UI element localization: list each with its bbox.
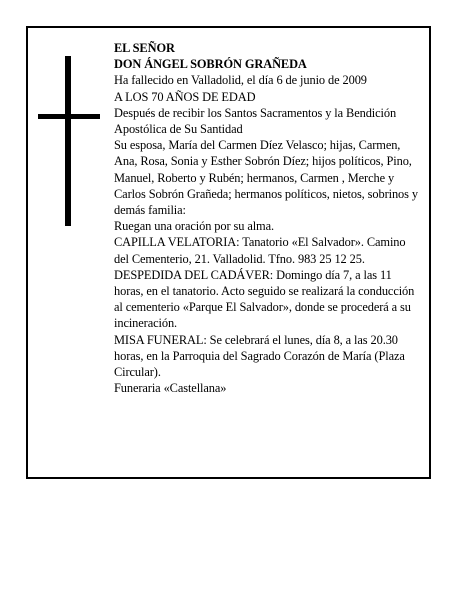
chapel-info: CAPILLA VELATORIA: Tanatorio «El Salvador». Camino del Cementerio, 21. Valladolid. Tfno. 983 25 12 25.: [114, 235, 406, 266]
death-statement: Ha fallecido en Valladolid, el día 6 de junio de 2009: [114, 73, 367, 88]
funeral-home: Funeraria «Castellana»: [114, 381, 227, 396]
prayer-request: Ruegan una oración por su alma.: [114, 219, 274, 234]
deceased-name: DON ÁNGEL SOBRÓN GRAÑEDA: [114, 57, 307, 72]
obituary-notice: [26, 26, 431, 479]
obituary-title: EL SEÑOR: [114, 41, 175, 55]
cross-vertical-bar: [65, 56, 71, 226]
cross-horizontal-bar: [38, 114, 100, 119]
cross-icon: [38, 56, 100, 226]
family-statement: Su esposa, María del Carmen Díez Velasco; hijas, Carmen, Ana, Rosa, Sonia y Esther Sobrón Díez; hijos políticos, Pino, Manuel, Roberto y Rubén; hermanos, Carmen , Merche y Carlos Sobrón Grañeda; hermanos políticos, nietos, sobrinos y demás familia:: [114, 138, 418, 218]
obituary-text: [114, 40, 420, 396]
sacraments-statement: Después de recibir los Santos Sacramentos y la Bendición Apostólica de Su Santidad: [114, 105, 397, 137]
mass-info: MISA FUNERAL: Se celebrará el lunes, día 8, a las 20.30 horas, en la Parroquia del Sagrado Corazón de María (Plaza Circular).: [114, 332, 405, 380]
farewell-info: DESPEDIDA DEL CADÁVER: Domingo día 7, a las 11 horas, en el tanatorio. Acto seguido se realizará la conducción al cementerio «Parque El Salvador», donde se procederá a su incineración.: [114, 267, 415, 331]
age-statement: A LOS 70 AÑOS DE EDAD: [114, 89, 256, 104]
